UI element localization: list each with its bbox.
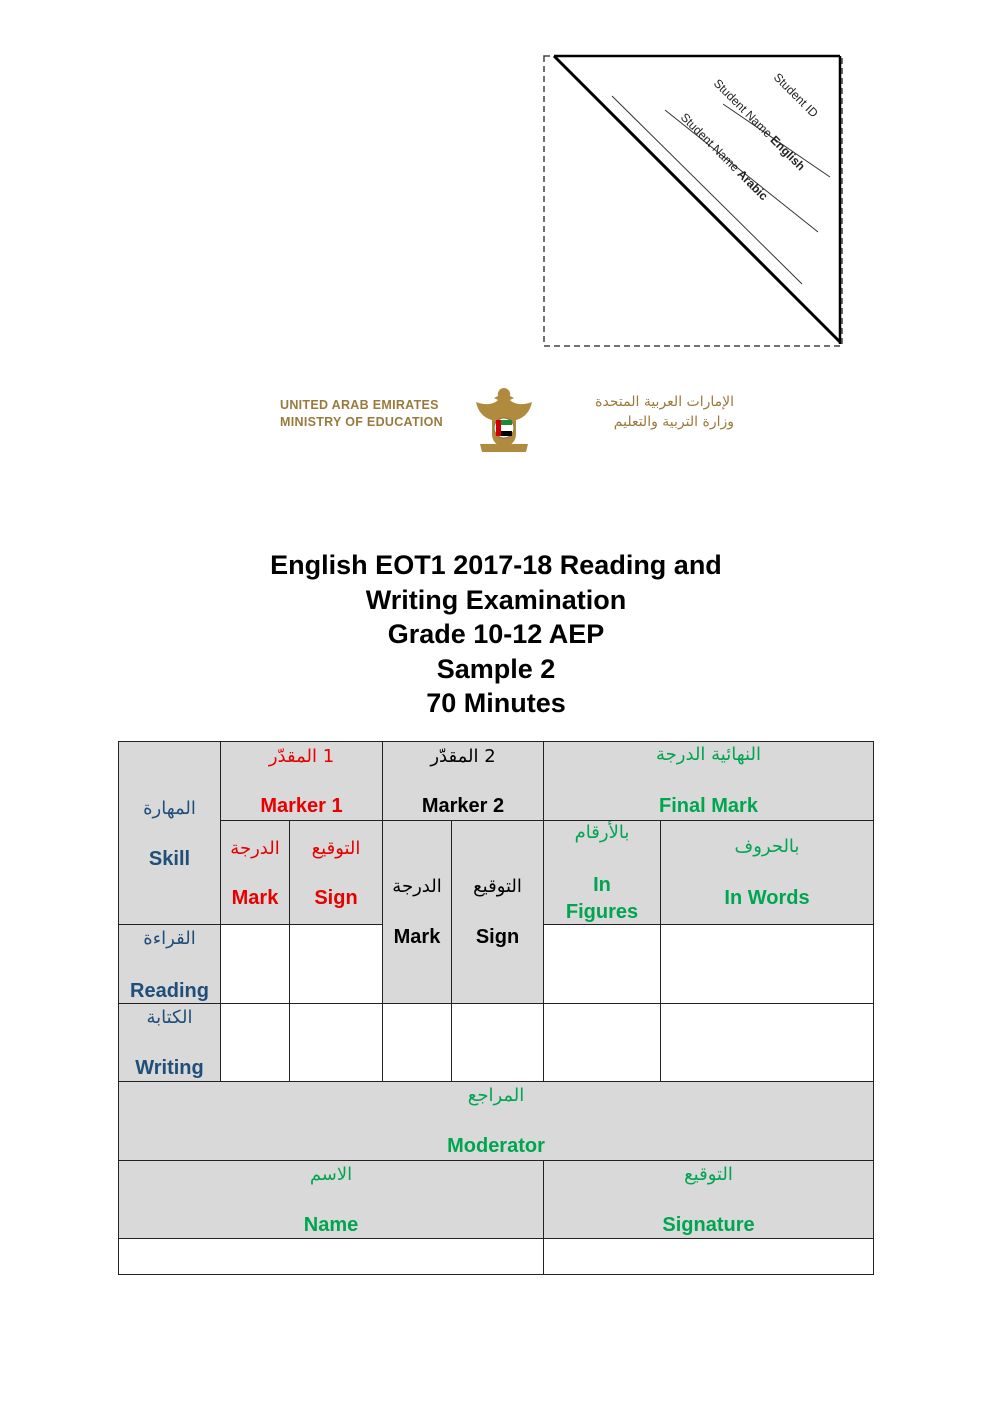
signature-header <box>543 1160 874 1239</box>
writing-marker2-sign-cell[interactable] <box>451 1003 544 1082</box>
marker1-mark-ar: الدرجة <box>230 838 280 859</box>
student-name-english-label: Student Name English <box>710 76 809 174</box>
in-words-ar: بالحروف <box>734 836 800 857</box>
marker2-ar: 2 المقدّر <box>430 746 496 767</box>
logo-arabic-line2: وزارة التربية والتعليم <box>613 414 734 430</box>
in-words-header <box>660 820 874 925</box>
marker2-mark-header <box>382 820 452 1004</box>
reading-marker1-sign-cell[interactable] <box>289 924 383 1004</box>
marker1-ar: 1 المقدّر <box>268 746 335 767</box>
logo-english-line2: MINISTRY OF EDUCATION <box>280 415 444 429</box>
exam-title <box>196 548 796 721</box>
skill-en: Skill <box>148 848 191 870</box>
in-figures-en-line1: In <box>593 874 611 896</box>
logo-arabic-line1: الإمارات العربية المتحدة <box>595 394 734 410</box>
skill-header <box>118 741 221 925</box>
moderator-signature-cell[interactable] <box>543 1238 874 1275</box>
marker1-mark-en: Mark <box>231 887 279 909</box>
writing-marker1-mark-cell[interactable] <box>220 1003 290 1082</box>
student-info-fold-corner <box>540 52 846 350</box>
marker2-mark-en: Mark <box>393 926 441 948</box>
marker2-en: Marker 2 <box>421 795 505 817</box>
writing-label <box>118 1003 221 1082</box>
logo-english-line1: UNITED ARAB EMIRATES <box>280 398 439 412</box>
in-figures-en-line2: Figures <box>565 901 639 923</box>
writing-marker1-sign-cell[interactable] <box>289 1003 383 1082</box>
moderator-ar: المراجع <box>467 1085 525 1106</box>
reading-ar: القراءة <box>143 928 196 949</box>
title-line-2: Writing Examination <box>365 584 627 615</box>
writing-marker2-mark-cell[interactable] <box>382 1003 452 1082</box>
name-header <box>118 1160 544 1239</box>
moderator-en: Moderator <box>447 1135 545 1157</box>
name-en: Name <box>303 1214 359 1236</box>
signature-ar: التوقيع <box>684 1164 733 1185</box>
writing-ar: الكتابة <box>146 1007 193 1028</box>
marker1-sign-en: Sign <box>314 887 358 909</box>
marker2-header <box>382 741 544 821</box>
name-ar: الاسم <box>309 1164 353 1185</box>
student-id-label: Student ID <box>770 70 821 121</box>
uae-falcon-emblem-icon <box>470 384 538 456</box>
marker2-sign-header <box>451 820 544 1004</box>
moderator-name-cell[interactable] <box>118 1238 544 1275</box>
moderator-header <box>118 1081 874 1161</box>
in-figures-header <box>543 820 661 925</box>
marker1-header <box>220 741 383 821</box>
ministry-logo <box>270 382 740 458</box>
marker1-en: Marker 1 <box>260 795 343 817</box>
reading-label <box>118 924 221 1004</box>
in-figures-ar: بالأرقام <box>574 822 630 843</box>
writing-final-words-cell[interactable] <box>660 1003 874 1082</box>
marker1-sign-header <box>289 820 383 925</box>
student-name-arabic-label: Student Name Arabic <box>677 110 771 204</box>
marker2-sign-ar: التوقيع <box>473 876 522 897</box>
reading-marker1-mark-cell[interactable] <box>220 924 290 1004</box>
title-line-5: 70 Minutes <box>426 688 566 718</box>
skill-ar: المهارة <box>143 798 196 819</box>
student-name-arabic-line[interactable] <box>612 96 802 284</box>
marker1-sign-ar: التوقيع <box>311 838 361 859</box>
marker2-sign-en: Sign <box>475 926 520 948</box>
reading-en: Reading <box>130 980 209 1002</box>
final-mark-en: Final Mark <box>659 795 758 817</box>
marker1-mark-header <box>220 820 290 925</box>
writing-en: Writing <box>135 1057 204 1079</box>
writing-final-figures-cell[interactable] <box>543 1003 661 1082</box>
reading-final-words-cell[interactable] <box>660 924 874 1004</box>
title-line-3: Grade 10-12 AEP <box>387 619 605 649</box>
reading-final-figures-cell[interactable] <box>543 924 661 1004</box>
signature-en: Signature <box>662 1214 755 1236</box>
marker2-mark-ar: الدرجة <box>392 876 442 897</box>
final-mark-ar: النهائية الدرجة <box>656 744 761 765</box>
title-line-4: Sample 2 <box>436 653 556 684</box>
final-mark-header <box>543 741 874 821</box>
title-line-1: English EOT1 2017-18 Reading and <box>270 550 722 580</box>
in-words-en: In Words <box>724 887 810 909</box>
